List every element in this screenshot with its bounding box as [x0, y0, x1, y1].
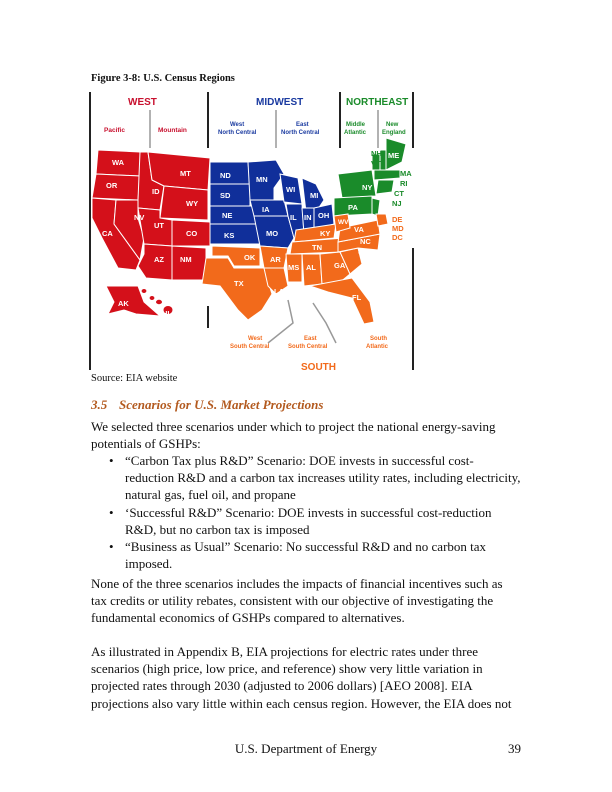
label-ok: OK — [244, 253, 256, 262]
label-ri: RI — [400, 179, 408, 188]
label-nm: NM — [180, 255, 192, 264]
label-ut: UT — [154, 221, 164, 230]
state-ne — [210, 206, 258, 224]
state-tx — [202, 258, 272, 320]
section-title: Scenarios for U.S. Market Projections — [119, 397, 324, 412]
division-sa-label-1: South — [370, 336, 387, 342]
region-south-label: SOUTH — [301, 362, 336, 373]
label-dc: DC — [392, 233, 403, 242]
page-number: 39 — [508, 741, 521, 756]
incentives-paragraph: None of the three scenarios includes the impacts of financial incentives such as tax credits or utility rebates, consistent with our objective of investigating the fundamental economics of GSHPs compared to alternatives. — [91, 576, 503, 626]
state-wy — [160, 186, 208, 220]
label-ny: NY — [362, 183, 373, 192]
label-oh: OH — [318, 211, 330, 220]
division-enc-label-1: East — [296, 122, 309, 128]
label-md: MD — [392, 224, 404, 233]
division-ne-label-2: England — [382, 130, 406, 136]
appendix-paragraph: As illustrated in Appendix B, EIA projections for electric rates under three scenarios (high price, low price, and reference) show very little variation in projected rates through 2030 (adjusted to 2006 dollars) [AEO 2008]. EIA projections also vary little within each census region. However, the EIA does not — [91, 644, 512, 711]
figure-source: Source: EIA website — [91, 373, 178, 384]
division-ma-label-1: Middle — [346, 122, 365, 128]
label-wa: WA — [112, 158, 125, 167]
division-esc-label-2: South Central — [288, 344, 328, 350]
label-mn: MN — [256, 175, 268, 184]
label-or: OR — [106, 181, 118, 190]
scenario-item: • “Business as Usual” Scenario: No successful R&D and no carbon tax imposed. — [91, 538, 521, 572]
intro-paragraph: We selected three scenarios under which to project the national energy-saving potentials of GSHPs: — [91, 419, 496, 452]
label-ky: KY — [320, 229, 331, 238]
footer-organization: U.S. Department of Energy — [234, 741, 378, 756]
scenario-item: • “Carbon Tax plus R&D” Scenario: DOE invests in successful cost-reduction R&D and a carbon tax increases utility rates, including electricity, natural gas, fuel oil, and propane — [91, 452, 521, 504]
label-sd: SD — [220, 191, 231, 200]
label-la: LA — [274, 287, 284, 296]
label-ar: AR — [270, 255, 281, 264]
state-nj — [372, 198, 380, 216]
division-pacific-label: Pacific — [104, 127, 125, 134]
label-ak: AK — [118, 299, 129, 308]
division-wnc-label-1: West — [230, 122, 245, 128]
label-nc: NC — [360, 237, 371, 246]
region-midwest-label: MIDWEST — [256, 97, 304, 108]
division-ne-label-1: New — [386, 122, 399, 128]
label-tn: TN — [312, 243, 322, 252]
label-nd: ND — [220, 171, 231, 180]
division-mountain-label: Mountain — [158, 127, 187, 134]
label-va: VA — [354, 225, 364, 234]
division-wsc-label-2: South Central — [230, 344, 270, 350]
label-pa: PA — [348, 203, 358, 212]
label-ia: IA — [262, 205, 270, 214]
division-wsc-label-1: West — [248, 336, 263, 342]
label-de: DE — [392, 215, 403, 224]
state-ma — [374, 170, 400, 180]
division-sa-label-2: Atlantic — [366, 344, 389, 350]
label-hi: HI — [162, 309, 170, 318]
label-mo: MO — [266, 229, 279, 238]
division-wnc-label-2: North Central — [218, 130, 257, 136]
census-regions-map — [88, 88, 424, 376]
label-wv: WV — [338, 219, 349, 226]
label-ca: CA — [102, 229, 113, 238]
label-il: IL — [290, 213, 297, 222]
label-nj: NJ — [392, 199, 402, 208]
label-nh: NH — [371, 149, 382, 158]
label-ct: CT — [394, 189, 404, 198]
label-ga: GA — [334, 261, 346, 270]
label-wi: WI — [286, 185, 296, 194]
state-ks — [210, 224, 260, 244]
label-sc: SC — [358, 247, 369, 256]
division-ma-label-2: Atlantic — [344, 130, 367, 136]
figure-caption: Figure 3-8: U.S. Census Regions — [91, 73, 235, 84]
label-ks: KS — [224, 231, 235, 240]
label-id: ID — [152, 187, 160, 196]
label-in: IN — [304, 213, 312, 222]
section-number: 3.5 — [91, 397, 108, 412]
state-ak — [106, 286, 160, 316]
label-ne: NE — [222, 211, 233, 220]
scenario-list — [91, 452, 521, 572]
state-rict — [376, 180, 394, 194]
label-ms: MS — [288, 263, 300, 272]
label-vt: VT — [371, 159, 381, 168]
label-mt: MT — [180, 169, 191, 178]
region-northeast-label: NORTHEAST — [346, 97, 409, 108]
label-co: CO — [186, 229, 198, 238]
label-mi: MI — [310, 191, 319, 200]
state-de-md — [376, 214, 388, 226]
division-enc-label-2: North Central — [281, 130, 320, 136]
label-me: ME — [388, 151, 400, 160]
division-esc-label-1: East — [304, 336, 317, 342]
label-tx: TX — [234, 279, 244, 288]
label-wy: WY — [186, 199, 199, 208]
label-az: AZ — [154, 255, 164, 264]
section-heading — [91, 397, 323, 413]
state-fl — [310, 278, 374, 324]
region-west-label: WEST — [128, 97, 157, 108]
label-al: AL — [306, 263, 316, 272]
scenario-item: • ‘Successful R&D” Scenario: DOE invests in successful cost-reduction R&D, but no carbon tax is imposed — [91, 504, 521, 538]
label-nv: NV — [134, 213, 145, 222]
label-ma: MA — [400, 169, 412, 178]
label-fl: FL — [352, 293, 362, 302]
